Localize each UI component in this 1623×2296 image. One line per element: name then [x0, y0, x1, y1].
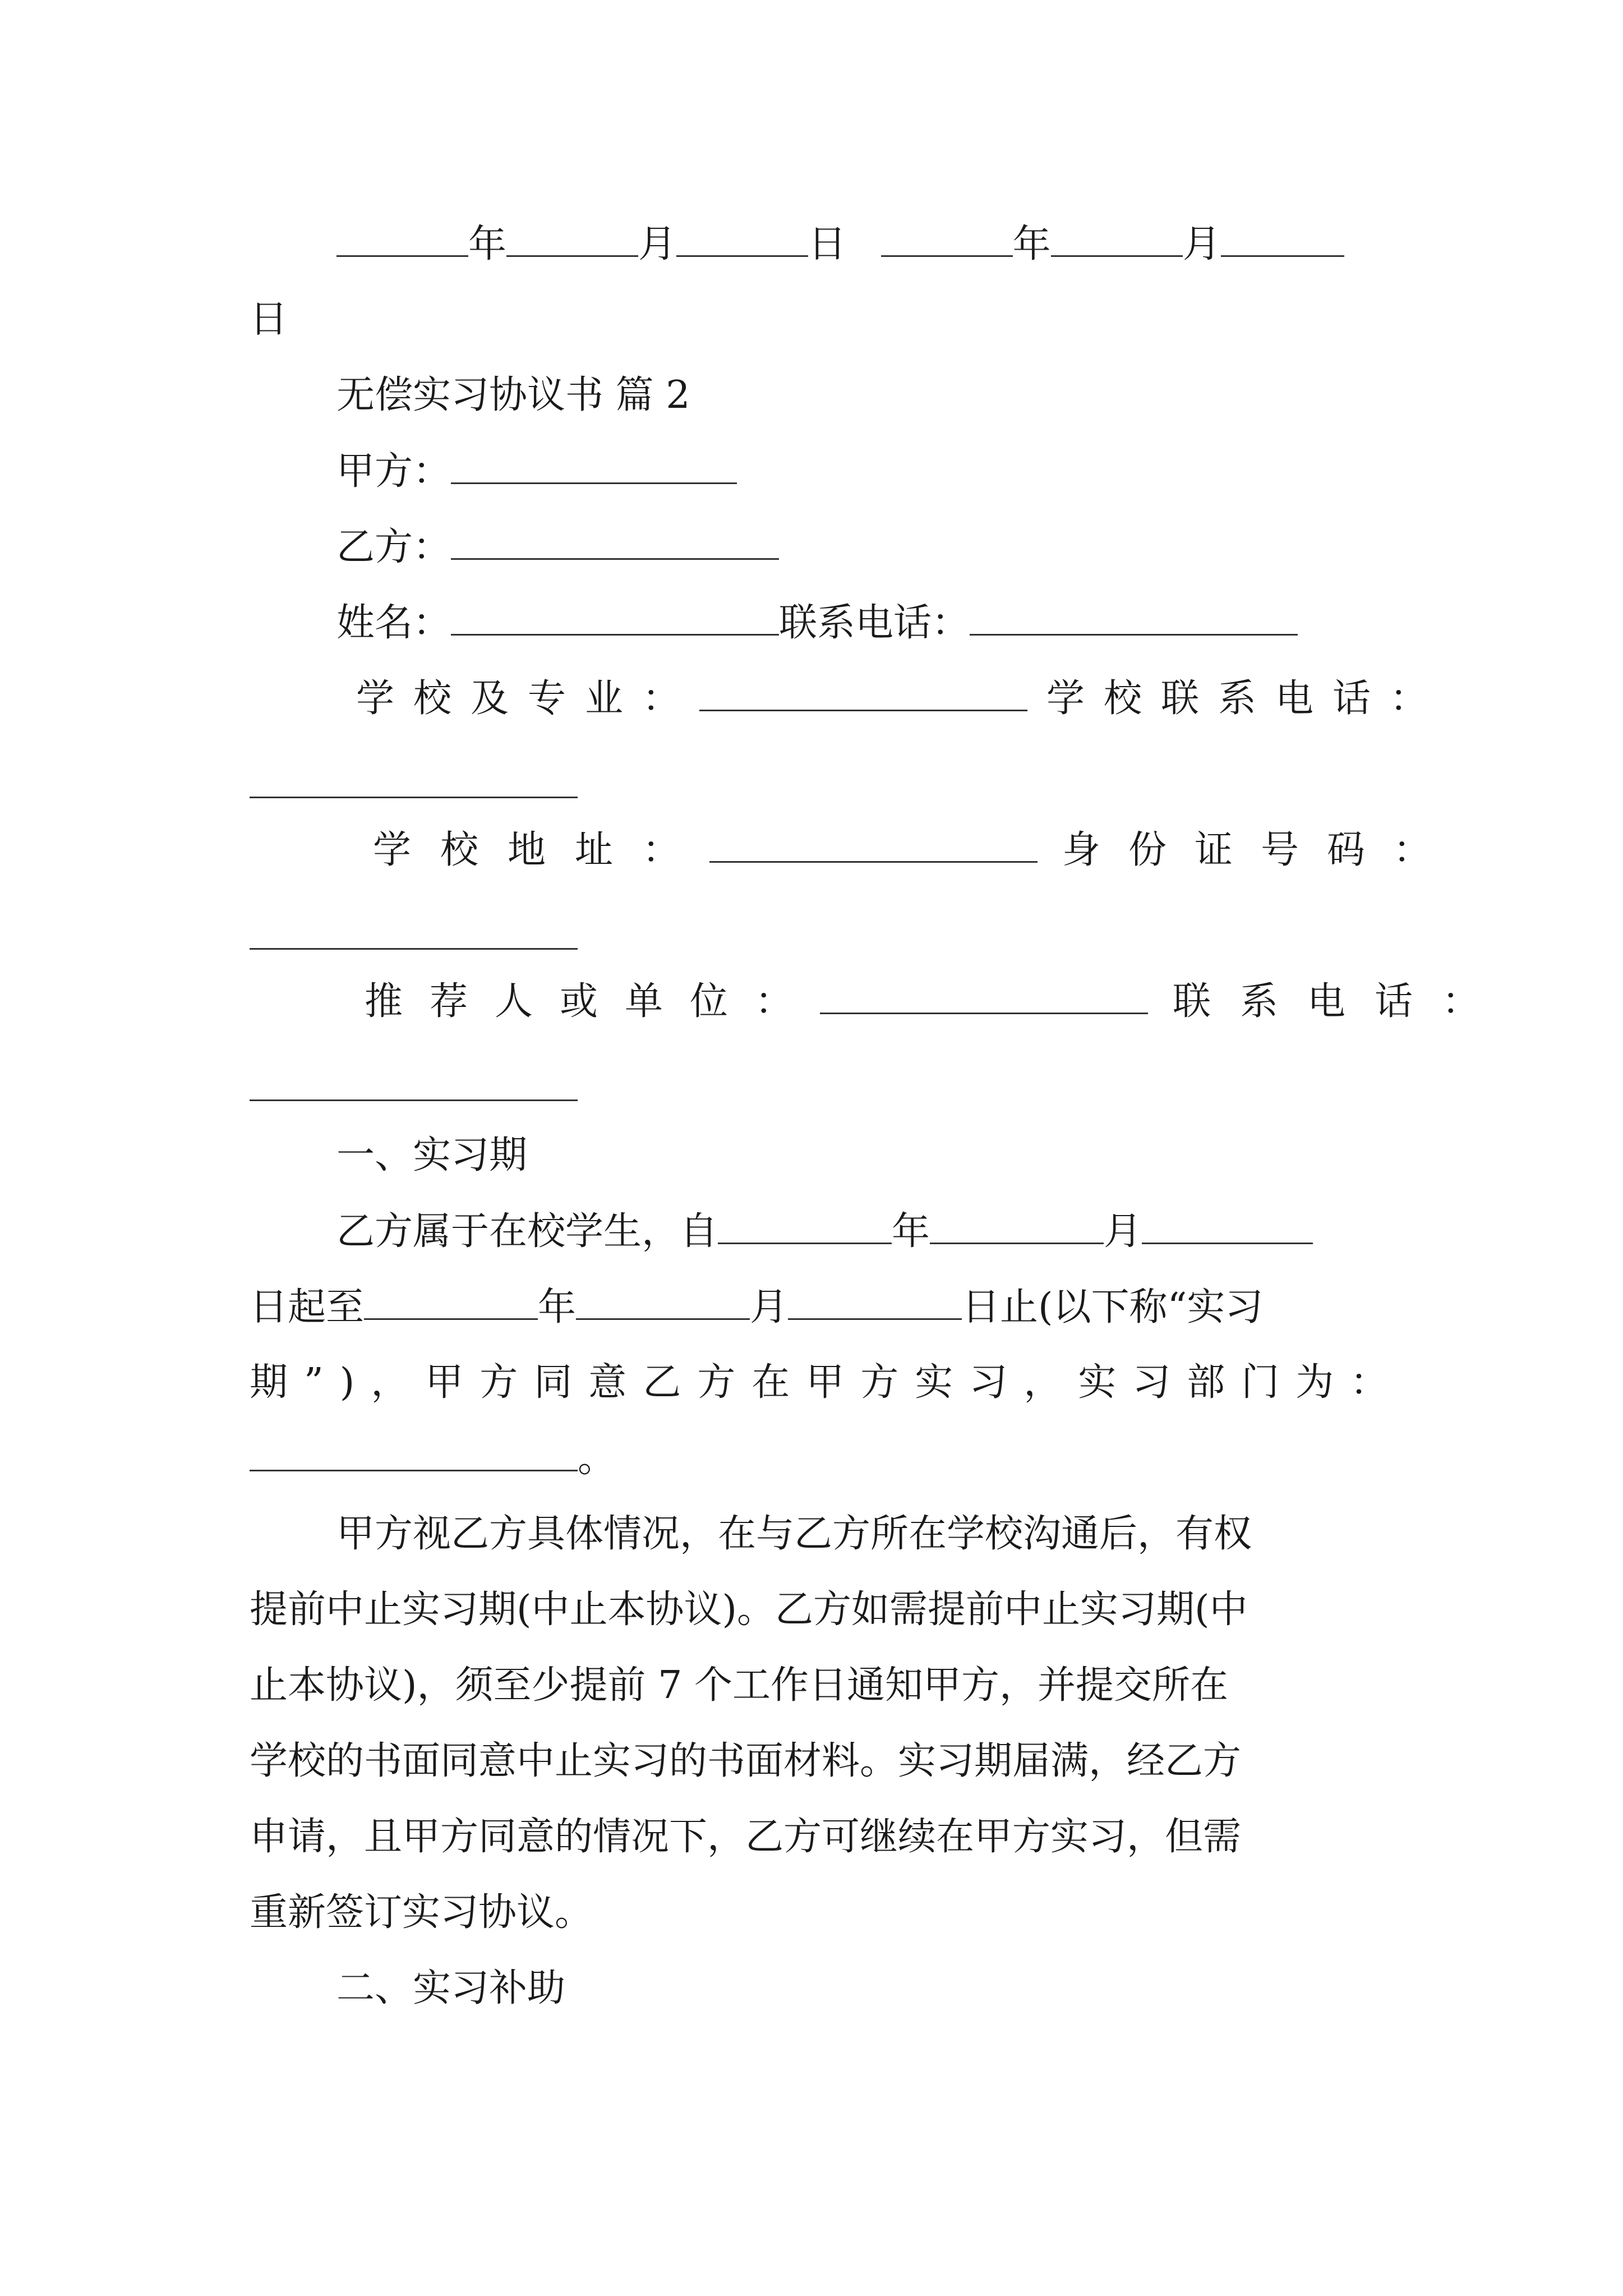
id-label: 身份证号码： — [1062, 828, 1460, 872]
end-year-field[interactable] — [364, 1279, 538, 1320]
p1-text-a: 乙方属于在校学生，自 — [336, 1209, 718, 1254]
name-field[interactable] — [451, 595, 779, 636]
address-row — [373, 822, 1459, 878]
name-row — [336, 595, 1298, 651]
section-1-p2-line6: 重新签订实习协议。 — [250, 1890, 593, 1935]
phone-field[interactable] — [970, 595, 1298, 636]
start-year-field[interactable] — [718, 1203, 892, 1244]
section-1-p1-line3: 期”)，甲方同意乙方在甲方实习，实习部门为： — [250, 1360, 1405, 1405]
section-1-p2-line3: 止本协议)，须至少提前 7 个工作日通知甲方，并提交所在 — [250, 1663, 1229, 1708]
p1-month: 月 — [1104, 1209, 1142, 1254]
referrer-field[interactable] — [820, 973, 1148, 1014]
party-b-label: 乙方： — [336, 525, 451, 569]
p1-year-2: 年 — [538, 1285, 577, 1329]
year-label-2: 年 — [1012, 222, 1051, 266]
school-phone-label: 学校联系电话： — [1046, 677, 1447, 721]
start-month-field[interactable] — [930, 1203, 1104, 1244]
start-day-field[interactable] — [1142, 1203, 1313, 1244]
school-major-label: 学校及专业： — [356, 677, 700, 721]
section-2-title: 二、实习补助 — [336, 1966, 566, 2010]
section-1-p1-line4 — [250, 1430, 616, 1487]
referrer-phone-field[interactable] — [250, 1099, 578, 1101]
party-b-field[interactable] — [451, 519, 779, 560]
blank-day-2[interactable] — [1221, 216, 1344, 257]
referrer-phone-label: 联系电话： — [1173, 979, 1510, 1024]
month-label-2: 月 — [1182, 222, 1221, 266]
section-1-p2-line5: 申请，且甲方同意的情况下，乙方可继续在甲方实习，但需 — [250, 1815, 1242, 1859]
section-1-p1-line1 — [336, 1203, 1313, 1260]
address-label: 学校地址： — [373, 828, 710, 872]
p1-month-2: 月 — [750, 1285, 789, 1329]
p1-end: 。 — [578, 1437, 616, 1481]
department-field[interactable] — [250, 1430, 578, 1471]
end-month-field[interactable] — [576, 1279, 750, 1320]
month-label: 月 — [638, 222, 677, 266]
p1-text-b: 日起至 — [250, 1285, 365, 1329]
section-1-title: 一、实习期 — [336, 1133, 528, 1177]
school-phone-field[interactable] — [250, 797, 578, 798]
address-field[interactable] — [709, 822, 1038, 863]
blank-month[interactable] — [506, 216, 638, 257]
phone-label: 联系电话： — [779, 601, 970, 645]
blank-day[interactable] — [676, 216, 808, 257]
party-b-row — [336, 519, 779, 576]
party-a-label: 甲方： — [336, 449, 451, 494]
referrer-row — [365, 973, 1509, 1030]
school-major-field[interactable] — [699, 670, 1027, 711]
party-a-field[interactable] — [451, 443, 737, 484]
id-field[interactable] — [250, 948, 578, 950]
party-a-row — [336, 443, 737, 500]
blank-year[interactable] — [336, 216, 468, 257]
name-label: 姓名： — [336, 601, 451, 645]
p1-year: 年 — [892, 1209, 930, 1254]
p1-text-c: 日止(以下称“实习 — [962, 1285, 1264, 1329]
section-1-p1-line2 — [250, 1279, 1263, 1336]
school-row — [356, 670, 1447, 727]
end-day-field[interactable] — [788, 1279, 962, 1320]
blank-month-2[interactable] — [1051, 216, 1183, 257]
section-1-p2-line2: 提前中止实习期(中止本协议)。乙方如需提前中止实习期(中 — [250, 1588, 1248, 1632]
referrer-label: 推荐人或单位： — [365, 979, 820, 1024]
year-label: 年 — [468, 222, 507, 266]
page-heading: 无偿实习协议书 篇 2 — [336, 373, 690, 417]
day-label: 日 — [808, 222, 847, 266]
section-1-p2-line4: 学校的书面同意中止实习的书面材料。实习期届满，经乙方 — [250, 1739, 1242, 1783]
blank-year-2[interactable] — [881, 216, 1013, 257]
section-1-p2-line1: 甲方视乙方具体情况，在与乙方所在学校沟通后，有权 — [336, 1512, 1252, 1556]
trailing-day: 日 — [250, 297, 288, 342]
date-line — [336, 216, 1344, 273]
